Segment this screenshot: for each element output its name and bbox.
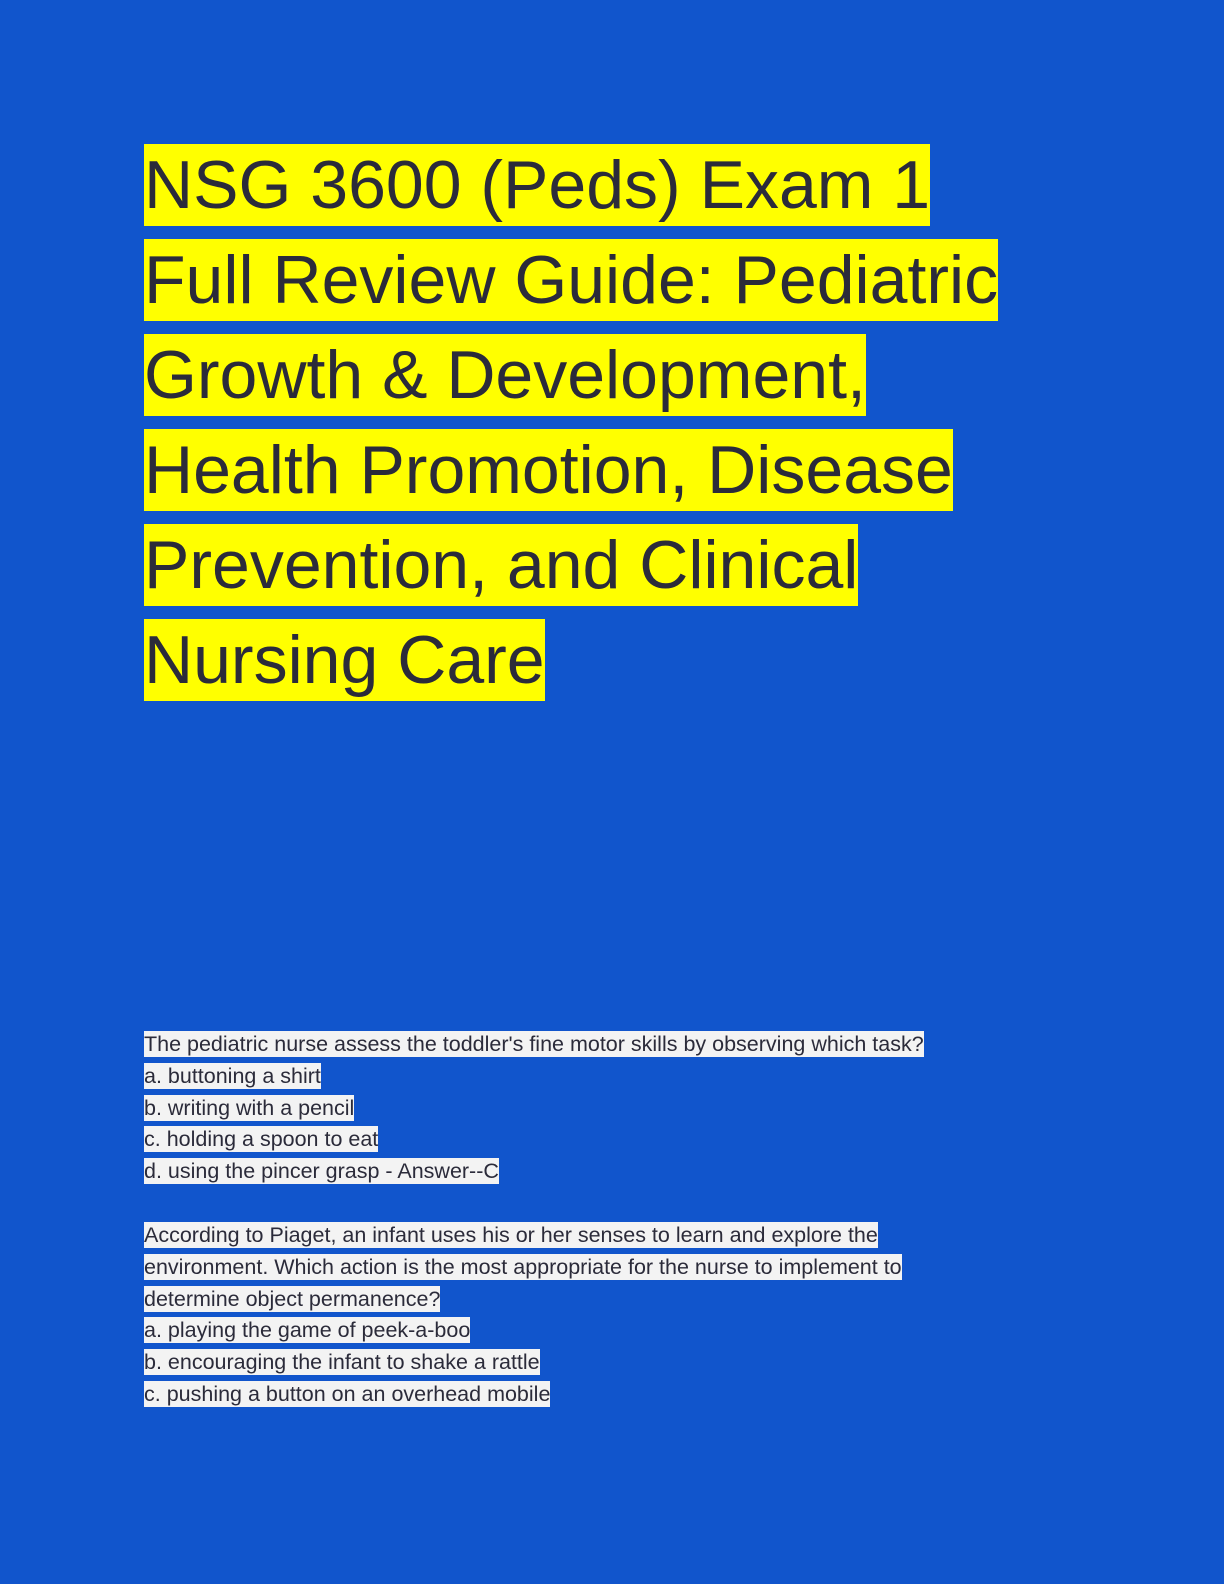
title-line: Prevention, and Clinical [144, 524, 1084, 619]
question-2-stem: According to Piaget, an infant uses his or her senses to learn and explore the [144, 1223, 878, 1247]
question-1 [144, 1031, 1084, 1190]
title-line: Full Review Guide: Pediatric [144, 239, 1084, 334]
title-line: Health Promotion, Disease [144, 429, 1084, 524]
title-line: Growth & Development, [144, 334, 1084, 429]
question-1-option-c: c. holding a spoon to eat [144, 1127, 379, 1152]
title-line: NSG 3600 (Peds) Exam 1 [144, 144, 1084, 239]
question-2-option-b: b. encouraging the infant to shake a rattle [144, 1350, 540, 1375]
question-2 [144, 1222, 1084, 1413]
question-2-option-c: c. pushing a button on an overhead mobile [144, 1381, 551, 1406]
question-1-option-a: a. buttoning a shirt [144, 1063, 321, 1088]
title-line: Nursing Care [144, 619, 1084, 714]
question-2-stem: environment. Which action is the most appropriate for the nurse to implement to [144, 1254, 902, 1279]
question-2-stem: determine object permanence? [144, 1286, 441, 1311]
question-2-option-a: a. playing the game of peek-a-boo [144, 1318, 471, 1343]
document-title [144, 144, 1084, 714]
question-1-stem: The pediatric nurse assess the toddler's fine motor skills by observing which task? [144, 1032, 924, 1056]
question-1-option-b: b. writing with a pencil [144, 1095, 355, 1120]
question-1-option-d: d. using the pincer grasp - Answer--C [144, 1159, 499, 1184]
